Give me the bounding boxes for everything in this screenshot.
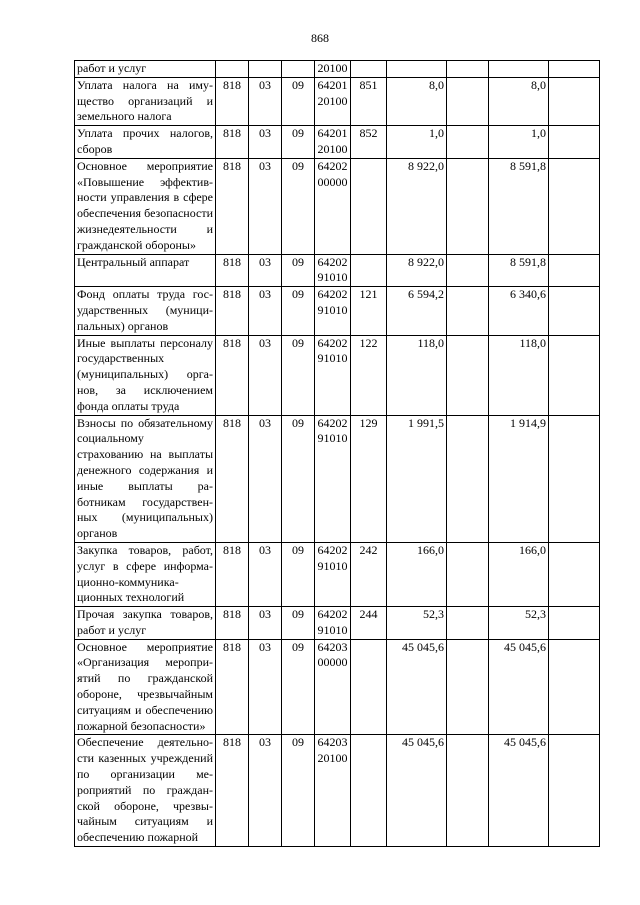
cell-empty — [549, 77, 600, 125]
table-row — [75, 61, 600, 78]
cell-sum-total — [387, 61, 447, 78]
cell-empty — [549, 607, 600, 640]
table-row — [75, 254, 600, 287]
cell-name: Уплата налога на имущество организаций и земельного налога — [75, 77, 216, 125]
cell-section: 03 — [249, 639, 282, 735]
cell-expense-type — [351, 639, 387, 735]
cell-expense-type: 852 — [351, 126, 387, 159]
page-number: 868 — [311, 31, 329, 45]
cell-section: 03 — [249, 607, 282, 640]
cell-sum-approved: 6 340,6 — [489, 287, 549, 335]
table-row — [75, 335, 600, 415]
cell-empty — [549, 335, 600, 415]
cell-expense-type: 851 — [351, 77, 387, 125]
cell-sum-approved: 8 591,8 — [489, 254, 549, 287]
cell-sum-extra — [447, 335, 489, 415]
cell-empty — [549, 735, 600, 847]
cell-target-article: 64201 20100 — [315, 126, 351, 159]
cell-ministry: 818 — [216, 735, 249, 847]
cell-expense-type — [351, 61, 387, 78]
cell-target-article: 20100 — [315, 61, 351, 78]
cell-sum-extra — [447, 61, 489, 78]
cell-name: работ и услуг — [75, 61, 216, 78]
cell-expense-type — [351, 254, 387, 287]
cell-name: Иные выплаты персоналу государственных (муниципальных) органов, за исключением фонда оплаты труда — [75, 335, 216, 415]
cell-target-article: 64202 91010 — [315, 542, 351, 606]
cell-sum-approved: 1,0 — [489, 126, 549, 159]
cell-name: Закупка товаров, работ, услуг в сфере информационно-коммуникационных технологий — [75, 542, 216, 606]
cell-subsection — [282, 61, 315, 78]
cell-sum-extra — [447, 287, 489, 335]
cell-target-article: 64203 20100 — [315, 735, 351, 847]
cell-target-article: 64202 91010 — [315, 415, 351, 542]
cell-sum-approved — [489, 61, 549, 78]
cell-sum-total: 45 045,6 — [387, 639, 447, 735]
cell-target-article: 64202 91010 — [315, 287, 351, 335]
cell-empty — [549, 61, 600, 78]
cell-name: Уплата прочих налогов, сборов — [75, 126, 216, 159]
cell-sum-approved: 8,0 — [489, 77, 549, 125]
cell-target-article: 64202 00000 — [315, 158, 351, 254]
table-row — [75, 158, 600, 254]
cell-sum-total: 6 594,2 — [387, 287, 447, 335]
cell-empty — [549, 542, 600, 606]
cell-sum-approved: 118,0 — [489, 335, 549, 415]
cell-sum-total: 52,3 — [387, 607, 447, 640]
cell-subsection: 09 — [282, 735, 315, 847]
cell-subsection: 09 — [282, 607, 315, 640]
table-row — [75, 542, 600, 606]
cell-subsection: 09 — [282, 287, 315, 335]
cell-sum-total: 1 991,5 — [387, 415, 447, 542]
cell-ministry — [216, 61, 249, 78]
cell-name: Взносы по обязательному социальному страхованию на выплаты денежного содержания и иные выплаты работникам государственных (муниципальных) органов — [75, 415, 216, 542]
cell-ministry: 818 — [216, 639, 249, 735]
cell-sum-total: 8 922,0 — [387, 254, 447, 287]
cell-sum-total: 8 922,0 — [387, 158, 447, 254]
cell-sum-extra — [447, 126, 489, 159]
cell-sum-total: 1,0 — [387, 126, 447, 159]
cell-subsection: 09 — [282, 77, 315, 125]
cell-sum-total: 8,0 — [387, 77, 447, 125]
cell-empty — [549, 287, 600, 335]
cell-sum-extra — [447, 415, 489, 542]
cell-section: 03 — [249, 335, 282, 415]
cell-sum-approved: 45 045,6 — [489, 639, 549, 735]
cell-empty — [549, 158, 600, 254]
cell-sum-extra — [447, 542, 489, 606]
cell-expense-type — [351, 735, 387, 847]
cell-expense-type: 121 — [351, 287, 387, 335]
cell-subsection: 09 — [282, 542, 315, 606]
cell-ministry: 818 — [216, 287, 249, 335]
cell-section: 03 — [249, 254, 282, 287]
cell-sum-approved: 8 591,8 — [489, 158, 549, 254]
cell-section: 03 — [249, 415, 282, 542]
cell-empty — [549, 254, 600, 287]
cell-empty — [549, 126, 600, 159]
cell-subsection: 09 — [282, 158, 315, 254]
cell-section: 03 — [249, 158, 282, 254]
cell-section: 03 — [249, 542, 282, 606]
cell-name: Основное мероприятие «Повышение эффективности управления в сфере обеспечения безопасности жизнедеятельности и гражданской обороны» — [75, 158, 216, 254]
cell-sum-approved: 52,3 — [489, 607, 549, 640]
cell-empty — [549, 415, 600, 542]
cell-ministry: 818 — [216, 254, 249, 287]
cell-target-article: 64202 91010 — [315, 607, 351, 640]
cell-section: 03 — [249, 126, 282, 159]
cell-ministry: 818 — [216, 126, 249, 159]
cell-ministry: 818 — [216, 542, 249, 606]
cell-section: 03 — [249, 735, 282, 847]
cell-expense-type: 242 — [351, 542, 387, 606]
cell-name: Основное мероприятие «Организация мероприятий по гражданской обороне, чрезвычайным ситуациям и обеспечению пожарной безопасности» — [75, 639, 216, 735]
cell-name: Центральный аппарат — [75, 254, 216, 287]
cell-section: 03 — [249, 287, 282, 335]
cell-sum-total: 166,0 — [387, 542, 447, 606]
cell-expense-type: 129 — [351, 415, 387, 542]
cell-target-article: 64202 91010 — [315, 335, 351, 415]
cell-sum-extra — [447, 158, 489, 254]
table-body — [75, 61, 600, 847]
cell-name: Фонд оплаты труда государственных (муниципальных) органов — [75, 287, 216, 335]
table-row — [75, 287, 600, 335]
cell-sum-extra — [447, 77, 489, 125]
cell-sum-extra — [447, 254, 489, 287]
cell-ministry: 818 — [216, 158, 249, 254]
cell-expense-type — [351, 158, 387, 254]
cell-ministry: 818 — [216, 607, 249, 640]
cell-empty — [549, 639, 600, 735]
cell-subsection: 09 — [282, 335, 315, 415]
table-row — [75, 77, 600, 125]
cell-target-article: 64202 91010 — [315, 254, 351, 287]
cell-target-article: 64201 20100 — [315, 77, 351, 125]
cell-section: 03 — [249, 77, 282, 125]
cell-ministry: 818 — [216, 415, 249, 542]
cell-ministry: 818 — [216, 77, 249, 125]
cell-subsection: 09 — [282, 254, 315, 287]
cell-subsection: 09 — [282, 639, 315, 735]
table-row — [75, 639, 600, 735]
budget-table — [74, 60, 600, 847]
cell-ministry: 818 — [216, 335, 249, 415]
cell-sum-approved: 166,0 — [489, 542, 549, 606]
cell-sum-extra — [447, 607, 489, 640]
cell-section — [249, 61, 282, 78]
cell-sum-extra — [447, 735, 489, 847]
cell-sum-total: 118,0 — [387, 335, 447, 415]
table-row — [75, 607, 600, 640]
cell-subsection: 09 — [282, 126, 315, 159]
table-row — [75, 735, 600, 847]
cell-expense-type: 244 — [351, 607, 387, 640]
cell-sum-extra — [447, 639, 489, 735]
table-row — [75, 126, 600, 159]
cell-sum-approved: 1 914,9 — [489, 415, 549, 542]
cell-subsection: 09 — [282, 415, 315, 542]
cell-sum-total: 45 045,6 — [387, 735, 447, 847]
cell-expense-type: 122 — [351, 335, 387, 415]
cell-name: Прочая закупка товаров, работ и услуг — [75, 607, 216, 640]
cell-sum-approved: 45 045,6 — [489, 735, 549, 847]
cell-name: Обеспечение деятельности казенных учреждений по организации мероприятий по гражданской обороне, чрезвычайным ситуациям и обеспечению пожарной — [75, 735, 216, 847]
cell-target-article: 64203 00000 — [315, 639, 351, 735]
table-row — [75, 415, 600, 542]
